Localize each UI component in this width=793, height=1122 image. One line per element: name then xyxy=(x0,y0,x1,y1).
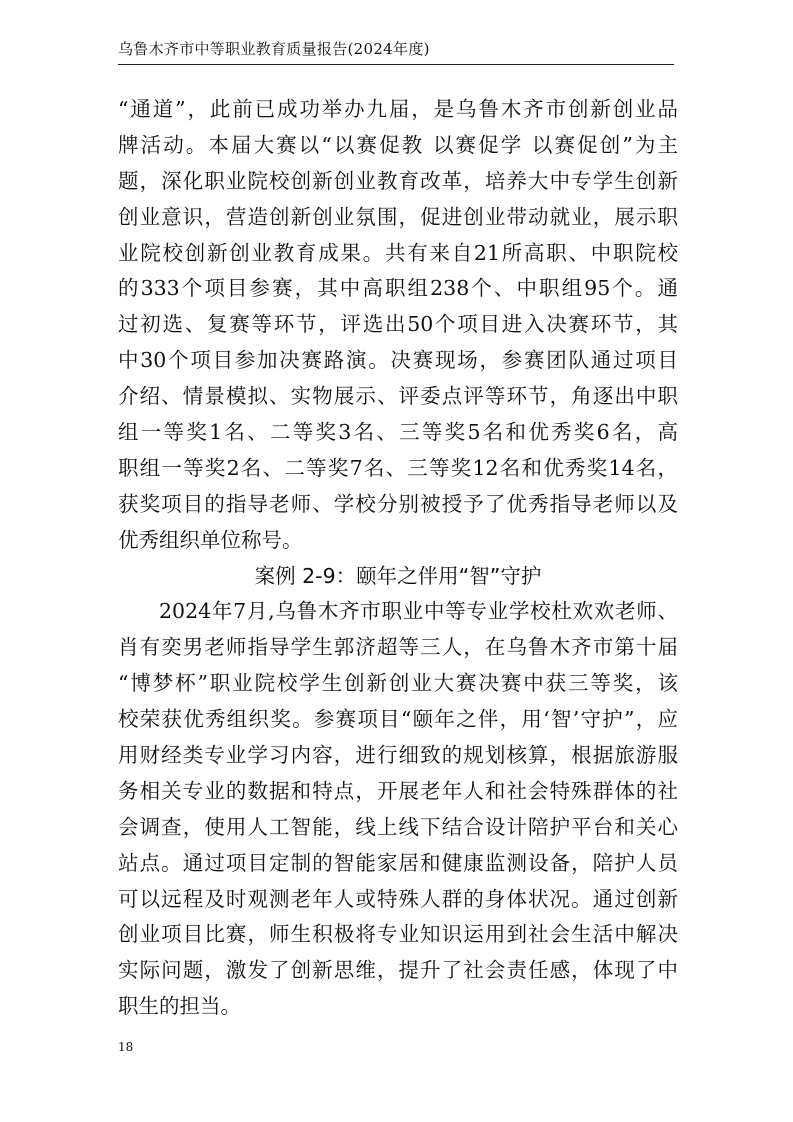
header-rule xyxy=(118,64,674,65)
running-header: 乌鲁木齐市中等职业教育质量报告(2024年度) xyxy=(118,40,430,58)
text-line: 牌活动。本届大赛以“以赛促教 以赛促学 以赛促创”为主 xyxy=(118,132,678,157)
text-line: 业院校创新创业教育成果。共有来自21所高职、中职院校 xyxy=(118,240,678,265)
text-line: 中30个项目参加决赛路演。决赛现场，参赛团队通过项目 xyxy=(118,348,678,373)
case-heading: 案例 2-9：颐年之伴用“智”守护 xyxy=(254,563,542,588)
text-line: 会调查，使用人工智能，线上线下结合设计陪护平台和关心 xyxy=(118,814,678,839)
text-line: 过初选、复赛等环节，评选出50个项目进入决赛环节，其 xyxy=(118,312,678,337)
text-line: 优秀组织单位称号。 xyxy=(118,527,303,552)
page-number: 18 xyxy=(118,1040,134,1054)
text-line: 肖有奕男老师指导学生郭济超等三人，在乌鲁木齐市第十届 xyxy=(118,635,678,660)
text-line: 介绍、情景模拟、实物展示、评委点评等环节，角逐出中职 xyxy=(118,384,678,409)
text-line: 的333个项目参赛，其中高职组238个、中职组95个。通 xyxy=(118,276,678,301)
text-line: 创业意识，营造创新创业氛围，促进创业带动就业，展示职 xyxy=(118,204,678,229)
text-line: 2024年7月,乌鲁木齐市职业中等专业学校杜欢欢老师、 xyxy=(159,599,678,624)
text-line: 校荣获优秀组织奖。参赛项目“颐年之伴，用‘智’守护”，应 xyxy=(118,707,678,732)
text-line: 获奖项目的指导老师、学校分别被授予了优秀指导老师以及 xyxy=(118,491,678,516)
text-line: 职生的担当。 xyxy=(118,994,241,1019)
paragraph-2 xyxy=(118,594,678,1025)
text-line: 创业项目比赛，师生积极将专业知识运用到社会生活中解决 xyxy=(118,922,678,947)
text-line: 题，深化职业院校创新创业教育改革，培养大中专学生创新 xyxy=(118,168,678,193)
text-line: 务相关专业的数据和特点，开展老年人和社会特殊群体的社 xyxy=(118,778,678,803)
text-line: 站点。通过项目定制的智能家居和健康监测设备，陪护人员 xyxy=(118,850,678,875)
text-line: 组一等奖1名、二等奖3名、三等奖5名和优秀奖6名，高 xyxy=(118,420,678,445)
text-line: 实际问题，激发了创新思维，提升了社会责任感，体现了中 xyxy=(118,958,678,983)
text-line: 职组一等奖2名、二等奖7名、三等奖12名和优秀奖14名， xyxy=(118,455,678,480)
text-line: “通道”，此前已成功举办九届，是乌鲁木齐市创新创业品 xyxy=(118,97,678,121)
page-body xyxy=(118,92,678,1025)
text-line: 用财经类专业学习内容，进行细致的规划核算，根据旅游服 xyxy=(118,743,678,768)
paragraph-1 xyxy=(118,92,678,559)
text-line: “博梦杯”职业院校学生创新创业大赛决赛中获三等奖，该 xyxy=(118,671,678,696)
text-line: 可以远程及时观测老年人或特殊人群的身体状况。通过创新 xyxy=(118,886,678,911)
